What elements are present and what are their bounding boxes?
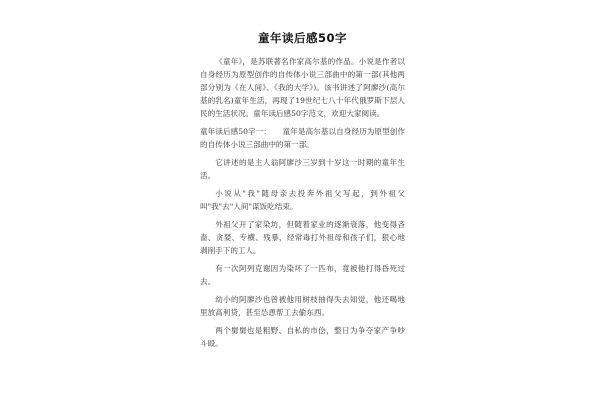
document-title: 童年读后感50字 <box>257 31 347 45</box>
body-paragraph: 外祖父开了家染坊，但随着家业的逐渐衰落，他变得吝啬、贪婪、专横、残暴，经常毒打外祖母和孩子们，狠心地剥削手下的工人。 <box>200 220 405 255</box>
intro-paragraph: 《童年》，是苏联著名作家高尔基的作品。小说是作者以自身经历为原型创作的自传体小说三部曲中的第一部(其他两部分别为《在人间》、《我的大学》)。该书讲述了阿廖沙(高尔基的乳名)童年生活，再现了19世纪七八十年代俄罗斯下层人民的生活状况。童年读后感50字范文，欢迎大家阅读。 <box>200 57 405 118</box>
document-page <box>200 30 405 355</box>
review-paragraph: 童年读后感50字一： 童年是高尔基以自身经历为原型创作的自传体小说三部曲中的第一部。 <box>200 127 405 149</box>
body-paragraph: 小说从"我"随母亲去投奔外祖父写起，到外祖父叫"我"去"人间"谋饭吃结束。 <box>200 189 405 211</box>
body-paragraph: 两个舅舅也是粗野、自私的市侩，整日为争夺家产争吵斗殴。 <box>200 326 405 348</box>
body-paragraph: 它讲述的是主人翁阿廖沙三岁到十岁这一时期的童年生活。 <box>200 158 405 180</box>
body-paragraph: 幼小的阿廖沙也曾被他用树枝抽得失去知觉，他还喝地里放高利贷，甚至怂恿帮工去偷东西。 <box>200 295 405 317</box>
body-paragraph: 有一次阿列克谢因为染坏了一匹布，竟被他打得昏死过去。 <box>200 264 405 286</box>
